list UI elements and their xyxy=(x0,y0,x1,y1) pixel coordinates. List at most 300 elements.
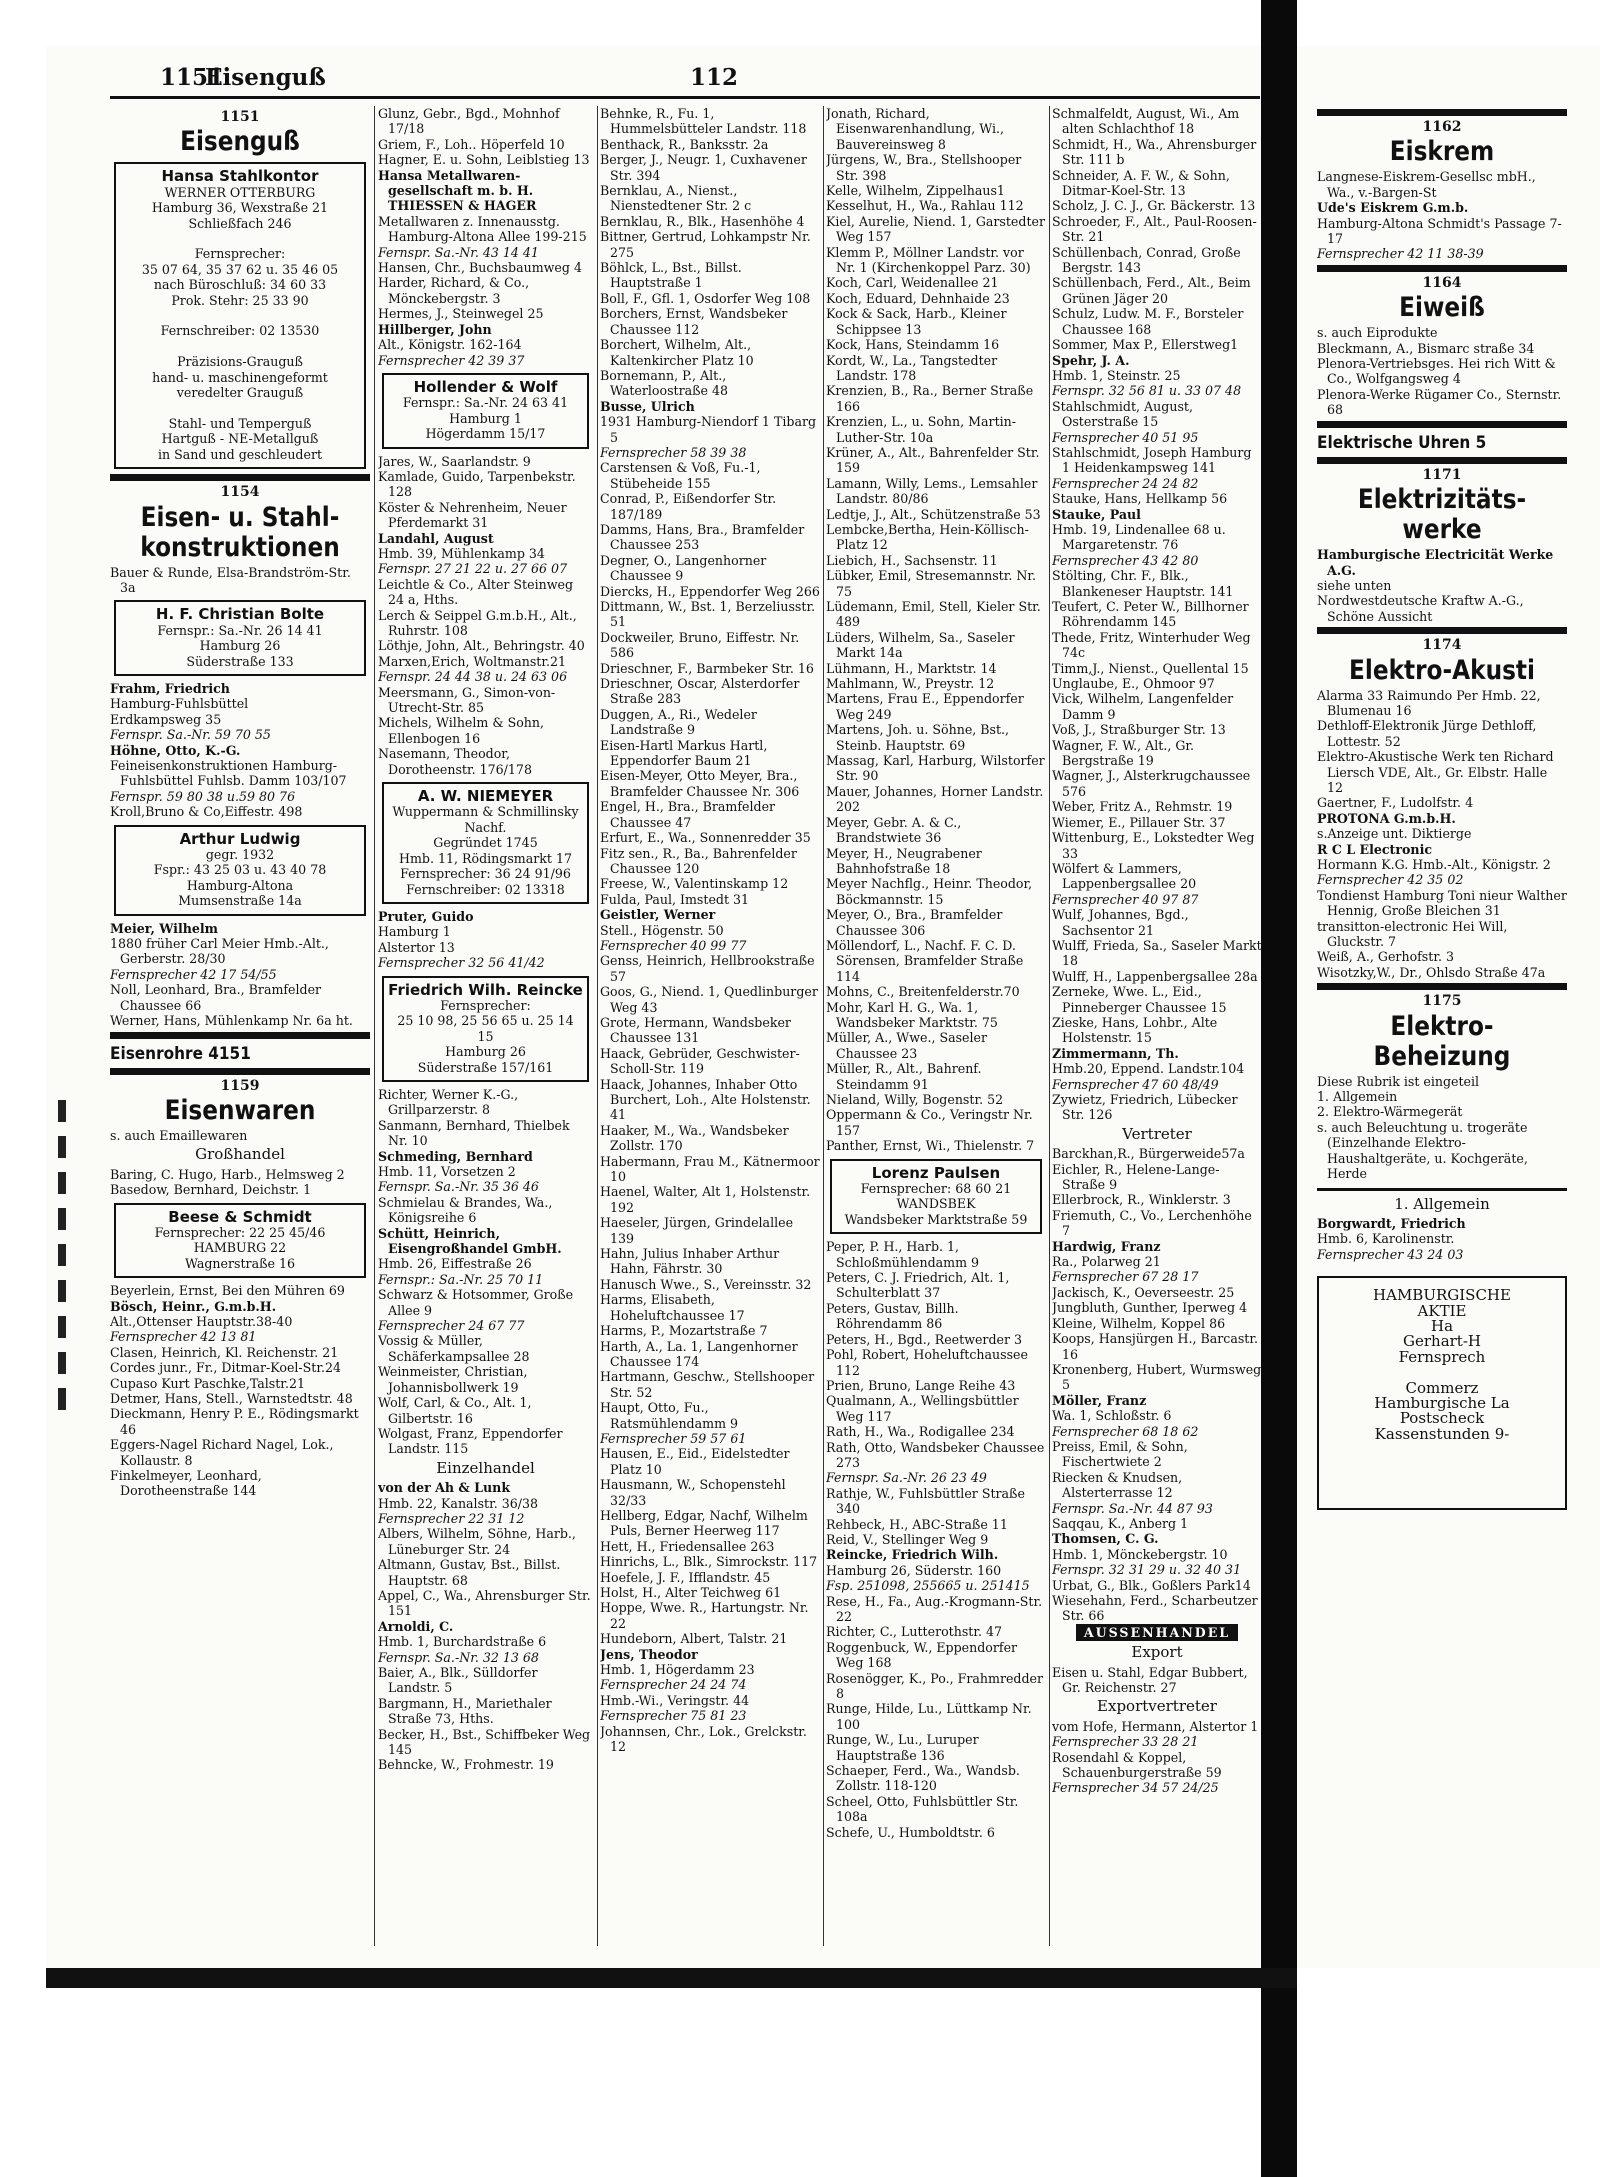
directory-entry: Boll, F., Gfl. 1, Osdorfer Weg 108 xyxy=(600,290,811,306)
directory-entry: Rese, H., Fa., Aug.-Krogmann-Str. 22 xyxy=(826,1593,1043,1624)
directory-entry: Vossig & Müller, Schäferkampsallee 28 xyxy=(378,1333,530,1364)
directory-entry-bold: Arnoldi, C. xyxy=(378,1618,454,1634)
section-heading: Eisenwaren xyxy=(164,1094,316,1126)
directory-entry-bold: Zimmermann, Th. xyxy=(1052,1045,1179,1061)
directory-entry: Koch, Carl, Weidenallee 21 xyxy=(826,275,999,291)
phone-line: Fernsprecher 59 57 61 xyxy=(600,1430,747,1446)
directory-entry: Nordwestdeutsche Kraftw A.-G., Schöne Aussicht xyxy=(1317,593,1524,624)
advert-line: Hamburg 36, Wexstraße 21 xyxy=(151,200,329,216)
directory-entry: Wagner, J., Alsterkrugchaussee 576 xyxy=(1052,768,1251,799)
directory-entry-bold: Reincke, Friedrich Wilh. xyxy=(826,1547,999,1563)
page-gutter xyxy=(1261,0,1297,2177)
directory-entry: Sanmann, Bernhard, Thielbek Nr. 10 xyxy=(378,1117,570,1149)
phone-line: Fernsprecher 22 31 12 xyxy=(378,1510,525,1526)
directory-entry: Meyer, Gebr. A. & C., Brandstwiete 36 xyxy=(826,814,962,846)
directory-entry-bold: Thomsen, C. G. xyxy=(1052,1531,1159,1547)
directory-entry: Degner, O., Langenhorner Chaussee 9 xyxy=(600,552,767,584)
directory-entry: Sommer, Max P., Ellerstweg1 xyxy=(1052,337,1239,353)
directory-entry-bold: Pruter, Guido xyxy=(378,908,474,924)
directory-entry: Hamburg 26, Süderstr. 160 xyxy=(826,1562,1002,1578)
section-number: 1159 xyxy=(220,1077,260,1094)
phone-line: Fernsprecher 43 24 03 xyxy=(1317,1246,1464,1262)
advert-line: Gegründet 1745 xyxy=(433,835,538,851)
directory-entry: Bornemann, P., Alt., Waterloostraße 48 xyxy=(600,367,729,399)
phone-line: Fsp. 251098, 255665 u. 251415 xyxy=(826,1578,1030,1594)
directory-entry: Hamburg-Altona Schmidt's Passage 7-17 xyxy=(1317,215,1562,247)
directory-entry: Kleine, Wilhelm, Koppel 86 xyxy=(1052,1315,1226,1331)
directory-entry: 1880 früher Carl Meier Hmb.-Alt., Gerberstr. 28/30 xyxy=(110,936,329,967)
advert-line: Süderstraße 133 xyxy=(186,653,294,669)
directory-entry: Meyer, O., Bra., Bramfelder Chaussee 306 xyxy=(826,907,1003,938)
directory-entry: Schroeder, F., Alt., Paul-Roosen-Str. 21 xyxy=(1052,213,1257,245)
directory-entry: Drieschner, F., Barmbeker Str. 16 xyxy=(600,660,814,676)
advert-line: WANDSBEK xyxy=(896,1196,976,1212)
directory-entry: Finkelmeyer, Leonhard, Dorotheenstraße 144 xyxy=(110,1468,262,1499)
category-banner xyxy=(1052,1624,1262,1641)
directory-entry-bold: PROTONA G.m.b.H. xyxy=(1317,810,1456,826)
advert-line: Fernsprecher: 22 25 45/46 xyxy=(154,1224,326,1240)
advert-line: Ha xyxy=(1430,1316,1454,1335)
directory-entry: Rath, H., Wa., Rodigallee 234 xyxy=(826,1424,1015,1440)
advert-line: hand- u. maschinengeformt xyxy=(152,369,328,385)
directory-entry: Hormann K.G. Hmb.-Alt., Königstr. 2 xyxy=(1317,857,1551,872)
advert-line: veredelter Grauguß xyxy=(176,385,304,401)
directory-entry: Hellberg, Edgar, Nachf, Wilhelm Puls, Berner Heerweg 117 xyxy=(600,1507,808,1539)
directory-entry: Kiel, Aurelie, Niend. 1, Garstedter Weg 157 xyxy=(826,213,1045,245)
directory-entry: Hundeborn, Albert, Talstr. 21 xyxy=(600,1631,788,1647)
directory-entry: Weiß, A., Gerhofstr. 3 xyxy=(1317,949,1454,965)
subheading: 1. Allgemein xyxy=(1394,1194,1490,1213)
directory-entry: transitton-electronic Hei Will, Gluckstr. 7 xyxy=(1317,918,1508,950)
column-5 xyxy=(1052,106,1262,1946)
directory-entry: Wolgast, Franz, Eppendorfer Landstr. 115 xyxy=(378,1425,563,1457)
directory-entry: Noll, Leonhard, Bra., Bramfelder Chaussee 66 xyxy=(110,982,322,1013)
directory-entry: Wulf, Johannes, Bgd., Sachsentor 21 xyxy=(1052,907,1189,938)
directory-entry: Schwarz & Hotsommer, Große Allee 9 xyxy=(378,1287,574,1318)
directory-entry: Ra., Polarweg 21 xyxy=(1052,1254,1161,1270)
directory-entry-bold: Landahl, August xyxy=(378,530,494,546)
directory-entry: Müller, R., Alt., Bahrenf. Steindamm 91 xyxy=(826,1061,982,1092)
directory-entry: Kelle, Wilhelm, Zippelhaus1 xyxy=(826,183,1005,199)
advert-line: Mumsenstraße 14a xyxy=(178,893,302,909)
directory-entry: Lüdemann, Emil, Stell, Kieler Str. 489 xyxy=(826,599,1041,630)
directory-entry: Eggers-Nagel Richard Nagel, Lok., Kollaustr. 8 xyxy=(110,1437,334,1468)
directory-entry: Fulda, Paul, Imstedt 31 xyxy=(600,891,750,907)
advert-line: Schließfach 246 xyxy=(188,215,292,231)
directory-entry: Engel, H., Bra., Bramfelder Chaussee 47 xyxy=(600,799,776,830)
directory-entry: Goos, G., Niend. 1, Quedlinburger Weg 43 xyxy=(600,984,818,1015)
directory-entry: Behncke, W., Frohmestr. 19 xyxy=(378,1757,554,1773)
directory-entry: Plenora-Werke Rügamer Co., Sternstr. 68 xyxy=(1317,386,1562,418)
directory-entry-bold: Schütt, Heinrich, Eisengroßhandel GmbH. xyxy=(378,1225,562,1257)
advert-line xyxy=(120,231,360,246)
column-4 xyxy=(826,106,1046,1946)
section-rule xyxy=(1317,265,1567,272)
directory-entry: Conrad, P., Eißendorfer Str. 187/189 xyxy=(600,491,777,522)
advert-line: Arthur Ludwig xyxy=(179,829,301,848)
phone-line: Fernsprecher 42 13 81 xyxy=(110,1329,257,1345)
directory-entry-bold: Stauke, Paul xyxy=(1052,506,1141,522)
directory-entry-bold: Bösch, Heinr., G.m.b.H. xyxy=(110,1298,277,1314)
phone-line: Fernspr. Sa.-Nr. 43 14 41 xyxy=(378,244,539,260)
section-heading: Elektrische Uhren 5 xyxy=(1317,432,1487,453)
directory-entry: Krenzien, L., u. Sohn, Martin-Luther-Str. 10a xyxy=(826,414,1017,445)
advert-line: Högerdamm 15/17 xyxy=(425,426,546,442)
directory-entry: Weinmeister, Christian, Johannisbollwerk 19 xyxy=(378,1364,528,1395)
directory-entry: Mohr, Karl H. G., Wa. 1, Wandsbeker Marktstr. 75 xyxy=(826,999,998,1030)
directory-entry: Borchers, Ernst, Wandsbeker Chaussee 112 xyxy=(600,306,788,337)
directory-entry: Meersmann, G., Simon-von-Utrecht-Str. 85 xyxy=(378,684,556,716)
directory-entry: Marxen,Erich, Woltmanstr.21 xyxy=(378,653,567,669)
directory-entry-bold: Frahm, Friedrich xyxy=(110,680,230,696)
directory-entry: Erdkampsweg 35 xyxy=(110,711,222,727)
directory-entry: Kamlade, Guido, Tarpenbekstr. 128 xyxy=(378,468,576,500)
advert-line: Fernspr.: Sa.-Nr. 24 63 41 xyxy=(402,395,569,411)
directory-entry: Zywietz, Friedrich, Lübecker Str. 126 xyxy=(1052,1092,1238,1123)
column-3 xyxy=(600,106,820,1946)
column-1 xyxy=(110,106,370,1946)
phone-line: Fernspr.: Sa.-Nr. 25 70 11 xyxy=(378,1271,544,1287)
directory-entry: Behnke, R., Fu. 1, Hummelsbütteler Landstr. 118 xyxy=(600,106,807,137)
directory-entry: Böhlck, L., Bst., Billst. Hauptstraße 1 xyxy=(600,260,742,291)
directory-entry: Hahn, Julius Inhaber Arthur Hahn, Fährstr. 30 xyxy=(600,1246,780,1277)
directory-entry: Kordt, W., La., Tangstedter Landstr. 178 xyxy=(826,352,998,383)
directory-entry: Stahlschmidt, August, Osterstraße 15 xyxy=(1052,398,1193,430)
directory-entry: Meyer, H., Neugrabener Bahnhofstraße 18 xyxy=(826,845,982,876)
directory-entry: Müller, A., Wwe., Saseler Chaussee 23 xyxy=(826,1030,988,1061)
directory-entry: Gaertner, F., Ludolfstr. 4 xyxy=(1317,795,1474,811)
phone-line: Fernspr. 24 44 38 u. 24 63 06 xyxy=(378,669,568,685)
section-number: 1151 xyxy=(160,64,225,91)
advert-line: Friedrich Wilh. Reincke xyxy=(388,980,583,999)
directory-entry: Hoppe, Wwe. R., Hartungstr. Nr. 22 xyxy=(600,1600,809,1631)
directory-entry-bold: Hamburgische Electricität Werke A.G. xyxy=(1317,547,1554,578)
directory-entry: Habermann, Frau M., Kätnermoor 10 xyxy=(600,1153,820,1185)
advert-box xyxy=(114,1203,366,1279)
directory-entry: Kesselhut, H., Wa., Rahlau 112 xyxy=(826,198,1024,214)
directory-entry: Scheel, Otto, Fuhlsbüttler Str. 108a xyxy=(826,1793,1019,1825)
directory-entry: Alt., Königstr. 162-164 xyxy=(378,337,522,353)
directory-entry: Schüllenbach, Conrad, Große Bergstr. 143 xyxy=(1052,244,1241,276)
phone-line: Fernsprecher 24 24 82 xyxy=(1052,475,1199,491)
directory-entry: Rosendahl & Koppel, Schauenburgerstraße 59 xyxy=(1052,1749,1222,1781)
phone-line: Fernsprecher 75 81 23 xyxy=(600,1708,747,1724)
directory-entry: Kronenberg, Hubert, Wurmsweg 5 xyxy=(1052,1361,1262,1393)
directory-entry: Jonath, Richard, Eisenwarenhandlung, Wi., Bauvereinsweg 8 xyxy=(826,106,1004,152)
directory-entry: Cordes junr., Fr., Ditmar-Koel-Str.24 xyxy=(110,1360,342,1376)
advert-line: Prok. Stehr: 25 33 90 xyxy=(171,292,309,308)
directory-entry: Appel, C., Wa., Ahrensburger Str. 151 xyxy=(378,1587,591,1619)
directory-entry: Pohl, Robert, Hoheluftchaussee 112 xyxy=(826,1347,1028,1378)
advert-line: Hamburg 26 xyxy=(199,638,281,654)
directory-entry: Dieckmann, Henry P. E., Rödingsmarkt 46 xyxy=(110,1406,359,1437)
directory-entry: Michels, Wilhelm & Sohn, Ellenbogen 16 xyxy=(378,715,545,746)
advert-line: Fernschreiber: 02 13318 xyxy=(406,881,565,897)
directory-entry: Schmalfeldt, August, Wi., Am alten Schlachthof 18 xyxy=(1052,106,1240,137)
phone-line: Fernsprecher 40 51 95 xyxy=(1052,429,1199,445)
directory-entry: Reid, V., Stellinger Weg 9 xyxy=(826,1531,989,1547)
directory-entry: Lerch & Seippel G.m.b.H., Alt., Ruhrstr. 108 xyxy=(378,607,577,638)
advert-line: WERNER OTTERBURG xyxy=(164,184,316,200)
directory-entry: Haack, Johannes, Inhaber Otto Burchert, Loh., Alte Holstenstr. 41 xyxy=(600,1076,811,1123)
subheading: Exportvertreter xyxy=(1097,1697,1217,1716)
advert-line: Fernsprecher: xyxy=(440,997,531,1013)
section-rule xyxy=(1317,421,1567,428)
directory-entry: Becker, H., Bst., Schiffbeker Weg 145 xyxy=(378,1726,591,1758)
advert-box xyxy=(382,782,589,904)
directory-entry: Bittner, Gertrud, Lohkampstr Nr. 275 xyxy=(600,229,811,260)
directory-entry: Hausmann, W., Schopenstehl 32/33 xyxy=(600,1477,786,1508)
directory-entry: Detmer, Hans, Stell., Warnstedtstr. 48 xyxy=(110,1391,353,1406)
directory-entry: Hett, H., Friedensallee 263 xyxy=(600,1538,775,1554)
directory-entry: Mohns, C., Breitenfelderstr.70 xyxy=(826,984,1020,1000)
directory-entry: Massag, Karl, Harburg, Wilstorfer Str. 90 xyxy=(826,753,1045,784)
phone-line: Fernsprecher 42 35 02 xyxy=(1317,872,1464,888)
directory-entry: Thede, Fritz, Winterhuder Weg 74c xyxy=(1052,629,1251,661)
directory-entry: Prien, Bruno, Lange Reihe 43 xyxy=(826,1377,1016,1393)
directory-entry: Stahlschmidt, Joseph Hamburg 1 Heidenkampsweg 141 xyxy=(1052,444,1252,476)
directory-entry: Saqqau, K., Anberg 1 xyxy=(1052,1515,1189,1531)
section-rule xyxy=(1317,627,1567,634)
advert-box xyxy=(114,162,366,469)
directory-entry: Rehbeck, H., ABC-Straße 11 xyxy=(826,1516,1008,1532)
directory-entry: Baier, A., Blk., Sülldorfer Landstr. 5 xyxy=(378,1665,538,1696)
advert-line: Hamburg 1 xyxy=(449,410,522,426)
directory-entry: Hmb. 11, Vorsetzen 2 xyxy=(378,1164,516,1179)
advert-line: Hamburg-Altona xyxy=(186,877,294,893)
directory-entry: Fitz sen., R., Ba., Bahrenfelder Chaussee 120 xyxy=(600,845,797,876)
directory-entry: Metallwaren z. Innenausstg. Hamburg-Altona Allee 199-215 xyxy=(378,213,587,245)
directory-entry: s. auch Eiprodukte xyxy=(1317,325,1438,341)
directory-entry: Hmb. 1, Steinstr. 25 xyxy=(1052,367,1181,383)
directory-entry: Griem, F., Loh.. Höperfeld 10 xyxy=(378,136,565,152)
advert-line: Commerz xyxy=(1405,1378,1479,1397)
directory-entry: Holst, H., Alter Teichweg 61 xyxy=(600,1585,782,1600)
advert-line: A. W. NIEMEYER xyxy=(417,787,554,806)
directory-entry: Beyerlein, Ernst, Bei den Mühren 69 xyxy=(110,1283,345,1299)
advert-line: Hamburg 26 xyxy=(445,1044,526,1060)
directory-entry: Haenel, Walter, Alt 1, Holstenstr. 192 xyxy=(600,1184,811,1215)
directory-entry: Tondienst Hamburg Toni nieur Walther Hennig, Große Bleichen 31 xyxy=(1317,887,1567,919)
advert-line: 25 10 98, 25 56 65 u. 25 14 15 xyxy=(397,1013,574,1044)
directory-entry: Wisotzky,W., Dr., Ohlsdo Straße 47a xyxy=(1317,964,1546,980)
directory-entry: Teufert, C. Peter W., Billhorner Röhrendamm 145 xyxy=(1052,599,1249,630)
phone-line: Fernspr. Sa.-Nr. 35 36 46 xyxy=(378,1179,539,1195)
directory-entry: Hartmann, Geschw., Stellshooper Str. 52 xyxy=(600,1369,815,1400)
directory-entry: Lüders, Wilhelm, Sa., Saseler Markt 14a xyxy=(826,629,1015,661)
advert-line: Präzisions-Grauguß xyxy=(177,354,303,370)
directory-entry: Vick, Wilhelm, Langenfelder Damm 9 xyxy=(1052,691,1234,722)
subheading: Einzelhandel xyxy=(436,1458,535,1477)
phone-line: Fernsprecher 47 60 48/49 xyxy=(1052,1076,1219,1092)
directory-entry-bold: Meier, Wilhelm xyxy=(110,920,219,936)
directory-entry: Rathje, W., Fuhlsbüttler Straße 340 xyxy=(826,1485,1025,1517)
directory-entry: Weber, Fritz A., Rehmstr. 19 xyxy=(1052,799,1233,815)
directory-entry: Stell., Högenstr. 50 xyxy=(600,922,724,938)
directory-entry: Timm,J., Nienst., Quellental 15 xyxy=(1052,660,1249,676)
directory-entry: Bleckmann, A., Bismarc straße 34 xyxy=(1317,340,1535,356)
directory-entry: Wulff, H., Lappenbergsallee 28a xyxy=(1052,968,1258,984)
directory-entry: Hmb. 26, Eiffestraße 26 xyxy=(378,1256,532,1272)
directory-entry: Köster & Nehrenheim, Neuer Pferdemarkt 31 xyxy=(378,499,567,531)
advert-line xyxy=(120,401,360,416)
directory-entry: Schneider, A. F. W., & Sohn, Ditmar-Koel-Str. 13 xyxy=(1052,167,1230,199)
section-heading: Elektro-Beheizung xyxy=(1373,1010,1511,1072)
directory-entry: Eisen u. Stahl, Edgar Bubbert, Gr. Reichenstr. 27 xyxy=(1052,1664,1248,1696)
directory-entry: Lamann, Willy, Lems., Lemsahler Landstr. 80/86 xyxy=(826,475,1038,507)
directory-entry: Alstertor 13 xyxy=(378,939,455,955)
section-heading: Elektrizitäts-werke xyxy=(1357,484,1527,546)
directory-entry: vom Hofe, Hermann, Alstertor 1 xyxy=(1052,1718,1259,1734)
subheading: Vertreter xyxy=(1122,1124,1192,1143)
directory-entry: Ellerbrock, R., Winklerstr. 3 xyxy=(1052,1192,1231,1208)
section-rule xyxy=(1317,457,1567,464)
advert-line: Fernsprech xyxy=(1398,1347,1486,1366)
directory-entry: Werner, Hans, Mühlenkamp Nr. 6a ht. xyxy=(110,1013,353,1029)
section-rule xyxy=(1317,983,1567,990)
directory-entry: 2. Elektro-Wärmegerät xyxy=(1317,1104,1463,1120)
advert-line: Hamburgische La xyxy=(1374,1393,1510,1412)
directory-entry-bold: R C L Electronic xyxy=(1317,841,1433,857)
directory-entry: Lübker, Emil, Stresemannstr. Nr. 75 xyxy=(826,568,1037,599)
page-header xyxy=(110,62,1260,99)
directory-entry: Ledtje, J., Alt., Schützenstraße 53 xyxy=(826,506,1041,522)
scan-shadow xyxy=(46,1968,1297,1988)
directory-entry: Drieschner, Oscar, Alsterdorfer Straße 283 xyxy=(600,676,800,707)
directory-entry: Wölfert & Lammers, Lappenbergsallee 20 xyxy=(1052,860,1197,892)
phone-line: Fernspr. 32 31 29 u. 32 40 31 xyxy=(1052,1562,1242,1578)
directory-entry: Mauer, Johannes, Horner Landstr. 202 xyxy=(826,783,1044,815)
directory-entry: Hmb.20, Eppend. Landstr.104 xyxy=(1052,1061,1245,1077)
directory-entry: Kock, Hans, Steindamm 16 xyxy=(826,337,1000,353)
directory-entry-bold: Hillberger, John xyxy=(378,321,492,337)
directory-entry: Hmb.-Wi., Veringstr. 44 xyxy=(600,1692,750,1708)
directory-entry: Wolf, Carl, & Co., Alt. 1, Gilbertstr. 16 xyxy=(378,1395,532,1426)
phone-line: Fernsprecher 33 28 21 xyxy=(1052,1734,1199,1750)
advert-box xyxy=(382,373,589,449)
directory-entry: Richter, C., Lutterothstr. 47 xyxy=(826,1624,1003,1640)
directory-entry: Wagner, F. W., Alt., Gr. Bergstraße 19 xyxy=(1052,737,1195,769)
directory-entry: Diercks, H., Eppendorfer Weg 266 xyxy=(600,583,820,599)
directory-entry: Wulff, Frieda, Sa., Saseler Markt 18 xyxy=(1052,937,1262,969)
section-rule xyxy=(110,1032,370,1039)
directory-entry: Harms, P., Mozartstraße 7 xyxy=(600,1323,768,1339)
directory-entry: Albers, Wilhelm, Söhne, Harb., Lüneburger Str. 24 xyxy=(378,1526,576,1557)
phone-line: Fernsprecher 67 28 17 xyxy=(1052,1269,1199,1285)
phone-line: Fernsprecher 68 18 62 xyxy=(1052,1423,1199,1439)
phone-line: Fernspr. Sa.-Nr. 26 23 49 xyxy=(826,1470,987,1486)
directory-entry: Hausen, E., Eid., Eidelstedter Platz 10 xyxy=(600,1446,790,1477)
directory-entry: Jares, W., Saarlandstr. 9 xyxy=(378,453,531,469)
directory-entry: Dockweiler, Bruno, Eiffestr. Nr. 586 xyxy=(600,629,800,661)
directory-entry: Stauke, Hans, Hellkamp 56 xyxy=(1052,491,1228,507)
directory-entry: Peters, C. J. Friedrich, Alt. 1, Schulterblatt 37 xyxy=(826,1270,1010,1301)
directory-entry: Altmann, Gustav, Bst., Billst. Hauptstr. 68 xyxy=(378,1557,561,1588)
directory-entry: Lühmann, H., Marktstr. 14 xyxy=(826,660,997,676)
advert-line: Kassenstunden 9- xyxy=(1374,1424,1510,1443)
directory-entry: Hanusch Wwe., S., Vereinsstr. 32 xyxy=(600,1276,812,1292)
directory-entry: Hamburg 1 xyxy=(378,924,451,940)
directory-entry: Harth, A., La. 1, Langenhorner Chaussee 174 xyxy=(600,1338,798,1369)
directory-entry: Bernklau, R., Blk., Hasenhöhe 4 xyxy=(600,213,805,229)
directory-entry: Haeseler, Jürgen, Grindelallee 139 xyxy=(600,1215,794,1246)
directory-entry-bold: Hansa Metallwaren-gesellschaft m. b. H. THIESSEN & HAGER xyxy=(378,167,537,214)
directory-entry: Jürgens, W., Bra., Stellshooper Str. 398 xyxy=(826,152,1022,183)
directory-entry: s. auch Beleuchtung u. trogeräte (Einzelhande Elektro-Haushaltgeräte, u. Kochgeräte, Herde xyxy=(1317,1119,1528,1182)
directory-entry: Harder, Richard, & Co., Mönckebergstr. 3 xyxy=(378,275,530,306)
section-rule xyxy=(110,1068,370,1075)
directory-entry-bold: von der Ah & Lunk xyxy=(378,1480,511,1496)
directory-entry: Liebich, H., Sachsenstr. 11 xyxy=(826,552,998,568)
directory-entry: Schulz, Ludw. M. F., Borsteler Chaussee 168 xyxy=(1052,306,1244,337)
directory-entry: Dethloff-Elektronik Jürge Dethloff, Lottestr. 52 xyxy=(1317,718,1537,749)
directory-entry: Eisen-Meyer, Otto Meyer, Bra., Bramfelder Chaussee Nr. 306 xyxy=(600,768,800,799)
directory-entry: Wiemer, E., Pillauer Str. 37 xyxy=(1052,814,1226,830)
directory-entry: Martens, Joh. u. Söhne, Bst., Steinb. Hauptstr. 69 xyxy=(826,722,1010,753)
section-title: Eisenguß xyxy=(205,64,326,91)
directory-entry: Friemuth, C., Vo., Lerchenhöhe 7 xyxy=(1052,1207,1252,1239)
advert-line: Hartguß - NE-Metallguß xyxy=(161,431,319,447)
phone-line: Fernsprecher 43 42 80 xyxy=(1052,552,1199,568)
section-number: 1151 xyxy=(220,109,260,125)
directory-entry: Harms, Elisabeth, Hoheluftchaussee 17 xyxy=(600,1292,745,1323)
directory-entry-bold: Jens, Theodor xyxy=(600,1646,698,1662)
directory-entry-bold: Borgwardt, Friedrich xyxy=(1317,1215,1466,1231)
phone-line: Fernspr. Sa.-Nr. 59 70 55 xyxy=(110,727,271,743)
directory-entry: Clasen, Heinrich, Kl. Reichenstr. 21 xyxy=(110,1344,339,1360)
directory-entry: Preiss, Emil, & Sohn, Fischertwiete 2 xyxy=(1052,1438,1188,1470)
directory-entry: Löthje, John, Alt., Behringstr. 40 xyxy=(378,638,585,654)
phone-line: Fernsprecher 40 97 87 xyxy=(1052,891,1199,907)
advert-line: 35 07 64, 35 37 62 u. 35 46 05 xyxy=(141,261,339,277)
section-number: 1154 xyxy=(220,484,260,501)
advert-line: Wandsbeker Marktstraße 59 xyxy=(844,1211,1028,1227)
directory-entry: Martens, Frau E., Eppendorfer Weg 249 xyxy=(826,691,1024,722)
advert-line: Wuppermann & Schmillinsky Nachf. xyxy=(392,804,579,835)
directory-entry: 1931 Hamburg-Niendorf 1 Tibarg 5 xyxy=(600,414,817,445)
section-heading: Eisenrohre 4151 xyxy=(110,1043,251,1064)
directory-entry: Scholz, J. C. J., Gr. Bäckerstr. 13 xyxy=(1052,198,1256,214)
directory-entry: Hermes, J., Steinwegel 25 xyxy=(378,306,544,322)
phone-line: Fernsprecher 24 24 74 xyxy=(600,1677,747,1693)
directory-entry: Hmb. 1, Burchardstraße 6 xyxy=(378,1634,547,1650)
directory-entry: Hansen, Chr., Buchsbaumweg 4 xyxy=(378,260,582,276)
directory-entry: Feineisenkonstruktionen Hamburg-Fuhlsbüttel Fuhlsb. Damm 103/107 xyxy=(110,758,347,789)
directory-entry: Qualmann, A., Wellingsbüttler Weg 117 xyxy=(826,1393,1019,1424)
directory-entry: s. auch Emaillewaren xyxy=(110,1127,248,1143)
directory-entry: Carstensen & Voß, Fu.-1, Stübeheide 155 xyxy=(600,460,761,491)
directory-entry: Baring, C. Hugo, Harb., Helmsweg 2 xyxy=(110,1166,345,1182)
directory-entry: Kroll,Bruno & Co,Eiffestr. 498 xyxy=(110,804,303,820)
advert-box xyxy=(830,1159,1042,1235)
directory-entry: Benthack, R., Banksstr. 2a xyxy=(600,136,769,152)
advert-line: Fernsprecher: 68 60 21 xyxy=(860,1181,1012,1197)
column-divider xyxy=(1049,106,1050,1946)
directory-entry-bold: Schmeding, Bernhard xyxy=(378,1148,533,1164)
directory-entry: Hmb. 1, Högerdamm 23 xyxy=(600,1662,755,1678)
directory-entry: Basedow, Bernhard, Deichstr. 1 xyxy=(110,1182,312,1198)
directory-entry: Erfurt, E., Wa., Sonnenredder 35 xyxy=(600,830,811,846)
directory-entry: Bernklau, A., Nienst., Nienstedtener Str. 2 c xyxy=(600,183,752,214)
directory-entry: Hmb. 22, Kanalstr. 36/38 xyxy=(378,1495,539,1511)
directory-entry: Roggenbuck, W., Eppendorfer Weg 168 xyxy=(826,1639,1018,1671)
facing-page-column xyxy=(1317,106,1567,1946)
directory-entry: s.Anzeige unt. Diktierge xyxy=(1317,826,1472,842)
advert-line: Süderstraße 157/161 xyxy=(417,1059,554,1075)
directory-entry: Lembcke,Bertha, Hein-Köllisch-Platz 12 xyxy=(826,521,1029,553)
phone-line: Fernsprecher 42 11 38-39 xyxy=(1317,246,1484,262)
directory-entry: Eichler, R., Helene-Lange-Straße 9 xyxy=(1052,1161,1220,1193)
